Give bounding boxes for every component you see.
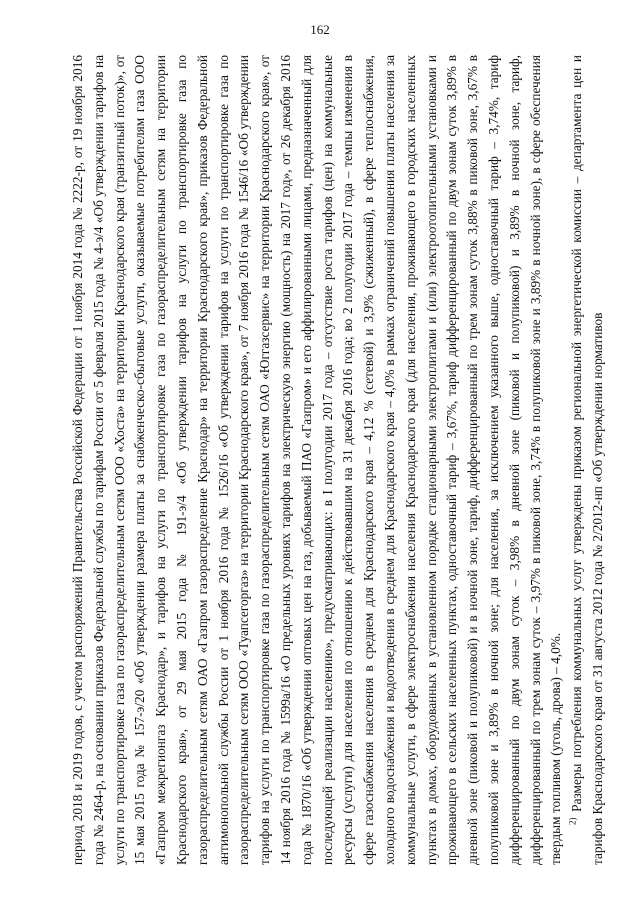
page-number: 162 bbox=[310, 22, 330, 37]
document-body-rotated bbox=[68, 55, 605, 865]
body-paragraph: период 2018 и 2019 годов, с учетом распоряжений Правительства Российской Федерации от 1 ноября 2014 года № 2222-р, от 19 ноября 2016 года № 2464-р, на основании приказов Федеральной службы по тарифам России от 5 февраля 2015 года № 4-э/4 «Об утверждении тарифов на услуги по транспортировке газа по газораспределительным сетям ООО «Хоста» на территории Краснодарского края (транзитный поток)», от 15 мая 2015 года № 157-э/20 «Об утверждении размера платы за снабженческо-сбытовые услуги, оказываемые потребителям газа ООО «Газпром межрегионгаз Краснодар», и тарифов на услуги по транспортировке газа по газораспределительным сетям на территории Краснодарского края», от 29 мая 2015 года № 191-э/4 «Об утверждении тарифов на услуги по транспортировке газа по газораспределительным сетям ОАО «Газпром газораспределение Краснодар» на территории Краснодарского края», приказов Федеральной антимонопольной службы России от 1 ноября 2016 года № 1526/16 «Об утверждении тарифов на услуги по транспортировке газа по газораспределительным сетям ООО «Туапсегоргаз» на территории Краснодарского края», от 7 ноября 2016 года № 1546/16 «Об утверждении тарифов на услуги по транспортировке газа по газораспределительным сетям ОАО «Юггазсервис» на территории Краснодарского края», от 14 ноября 2016 года № 1599а/16 «О предельных уровнях тарифов на электрическую энергию (мощность) на 2017 год», от 26 декабря 2016 года № 1870/16 «Об утверждении оптовых цен на газ, добываемый ПАО «Газпром» и его аффилированными лицами, предназначенный для последующей реализации населению», предусматривающих: в I полугодии 2017 года – отсутствие роста тарифов (цен) на коммунальные ресурсы (услуги) для населения по отношению к действовавшим на 31 декабря 2016 года; во 2 полугодии 2017 года – темпы изменения в сфере газоснабжения населения в среднем для Краснодарского края – 4,12 % (сетевой) и 3,9% (сжиженный), в сфере теплоснабжения, холодного водоснабжения и водоотведения в среднем для Краснодарского края – 4,0% в рамках ограничений повышения платы населения за коммунальные услуги, в сфере электроснабжения населения Краснодарского края (для населения, проживающего в городских населенных пунктах в домах, оборудованных в установленном порядке стационарными электроплитами и (или) электроотопительными установками и проживающего в сельских населенных пунктах, одноставочный тариф – 3,67%, тариф дифференцированный по двум зонам суток 3,89% в дневной зоне (пиковой и полупиковой) и в ночной зоне, тариф, дифференцированный по трем зонам суток 3,88% в пиковой зоне, 3,67% в полупиковой зоне и 3,89% в ночной зоне; для населения, за исключением указанного выше, одноставочный тариф – 3,74%, тариф дифференцированный по двум зонам суток – 3,98% в дневной зоне (пиковой и полупиковой) и 3,89% в ночной зоне, тариф, дифференцированный по трем зонам суток – 3,97% в пиковой зоне, 3,74% в полупиковой зоне и 3,89% в ночной зоне), в сфере обеспечения твердым топливом (уголь, дрова) – 4,0%. bbox=[70, 55, 564, 865]
footnote-text: Размеры потребления коммунальных услуг утверждены приказом региональной энергетической комиссии – департамента цен и тарифов Краснодарского края от 31 августа 2012 года № 2/2012-нп «Об утверждении нормативов bbox=[569, 55, 605, 865]
footnote-mark: 2) bbox=[567, 817, 578, 825]
footnote-paragraph bbox=[567, 55, 609, 865]
document-text bbox=[68, 55, 605, 865]
